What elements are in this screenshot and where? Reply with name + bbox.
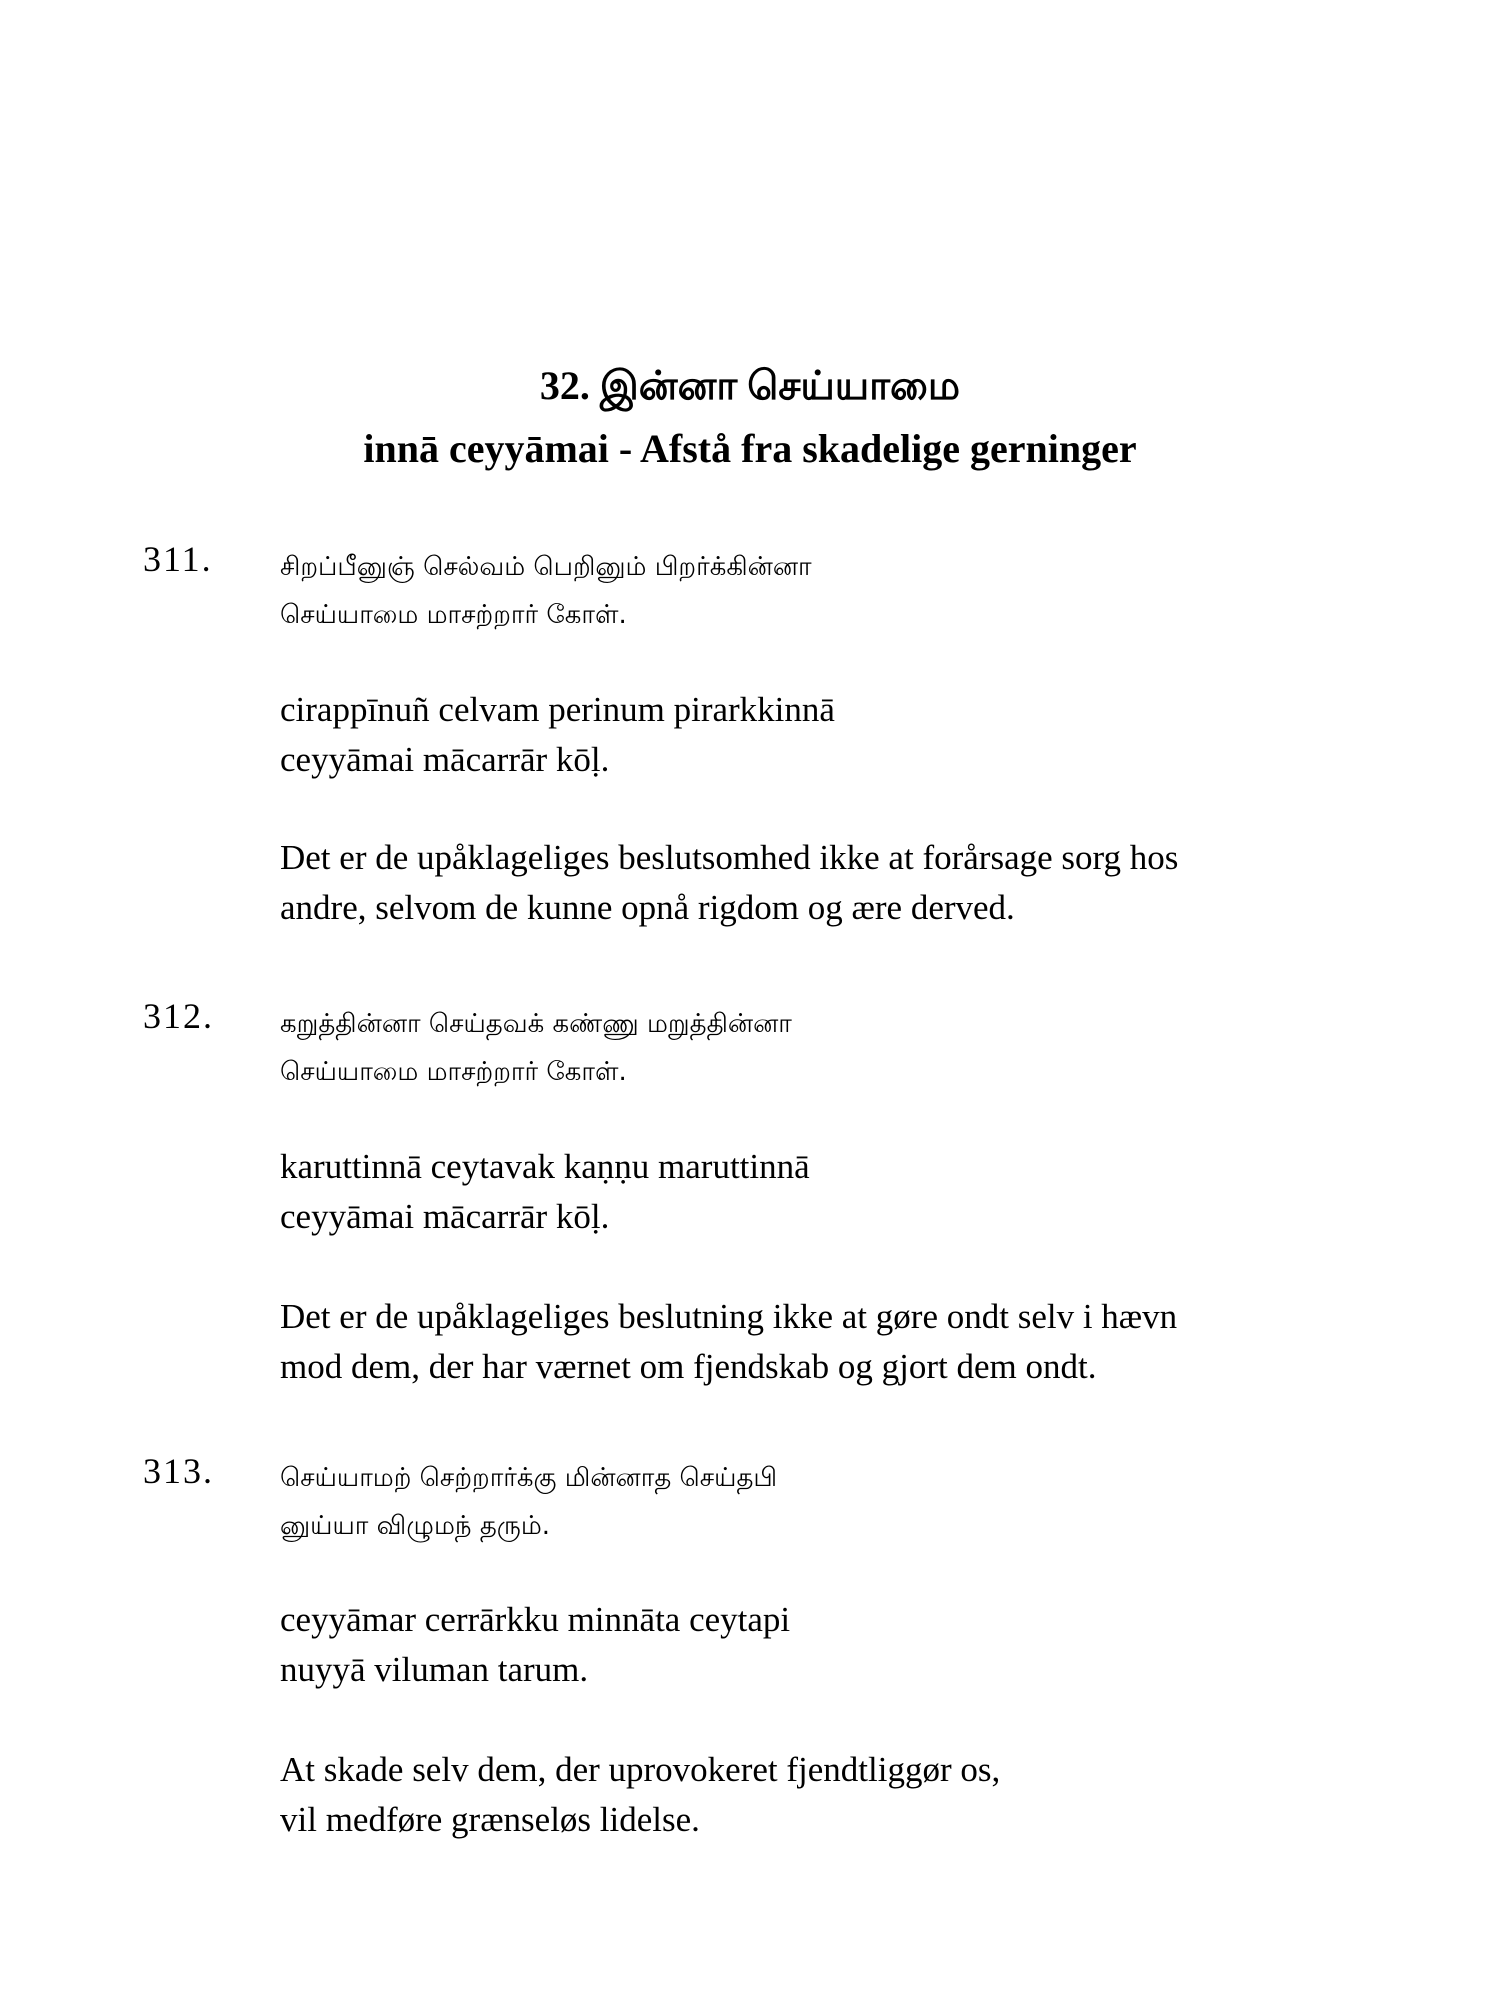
translation-line: mod dem, der har værnet om fjendskab og gjort dem ondt. bbox=[280, 1347, 1097, 1386]
verse-number: 311. bbox=[143, 539, 213, 579]
verse-translation bbox=[280, 1745, 1400, 1845]
verse-tamil bbox=[280, 543, 1400, 639]
translit-line: ceyyāmai mācarrār kōḷ. bbox=[280, 740, 610, 779]
translit-line: nuyyā viluman tarum. bbox=[280, 1650, 589, 1689]
translation-line: At skade selv dem, der uprovokeret fjendtliggør os, bbox=[280, 1750, 1001, 1789]
verse-translation bbox=[280, 1292, 1400, 1392]
verse-transliteration bbox=[280, 1595, 1400, 1695]
translit-line: ceyyāmar cerrārkku minnāta ceytapi bbox=[280, 1600, 791, 1639]
translation-line: Det er de upåklageliges beslutning ikke at gøre ondt selv i hævn bbox=[280, 1297, 1178, 1336]
translation-line: vil medføre grænseløs lidelse. bbox=[280, 1800, 700, 1839]
tamil-line: செய்யாமை மாசற்றார் கோள். bbox=[280, 600, 627, 630]
verse-transliteration bbox=[280, 1142, 1400, 1242]
tamil-line: கறுத்தின்னா செய்தவக் கண்ணு மறுத்தின்னா bbox=[280, 1009, 792, 1039]
translit-line: cirappīnuñ celvam perinum pirarkkinnā bbox=[280, 690, 835, 729]
verse-transliteration bbox=[280, 685, 1400, 785]
tamil-line: செய்யாமை மாசற்றார் கோள். bbox=[280, 1057, 627, 1087]
translation-line: Det er de upåklageliges beslutsomhed ikke at forårsage sorg hos bbox=[280, 838, 1179, 877]
translit-line: ceyyāmai mācarrār kōḷ. bbox=[280, 1197, 610, 1236]
chapter-title-translit: innā ceyyāmai - Afstå fra skadelige gerninger bbox=[363, 426, 1137, 471]
verse-number: 312. bbox=[143, 996, 214, 1036]
tamil-line: சிறப்பீனுஞ் செல்வம் பெறினும் பிறர்க்கின்னா bbox=[280, 552, 812, 582]
verse-number: 313. bbox=[143, 1451, 214, 1491]
verse-tamil bbox=[280, 1454, 1400, 1550]
chapter-title-tamil: 32. இன்னா செய்யாமை bbox=[539, 363, 961, 408]
tamil-line: னுய்யா விழுமந் தரும். bbox=[280, 1511, 551, 1541]
verse-translation bbox=[280, 833, 1400, 933]
translit-line: karuttinnā ceytavak kaṇṇu maruttinnā bbox=[280, 1147, 810, 1186]
verse-tamil bbox=[280, 1000, 1400, 1096]
translation-line: andre, selvom de kunne opnå rigdom og ære derved. bbox=[280, 888, 1015, 927]
tamil-line: செய்யாமற் செற்றார்க்கு மின்னாத செய்தபி bbox=[280, 1463, 778, 1493]
